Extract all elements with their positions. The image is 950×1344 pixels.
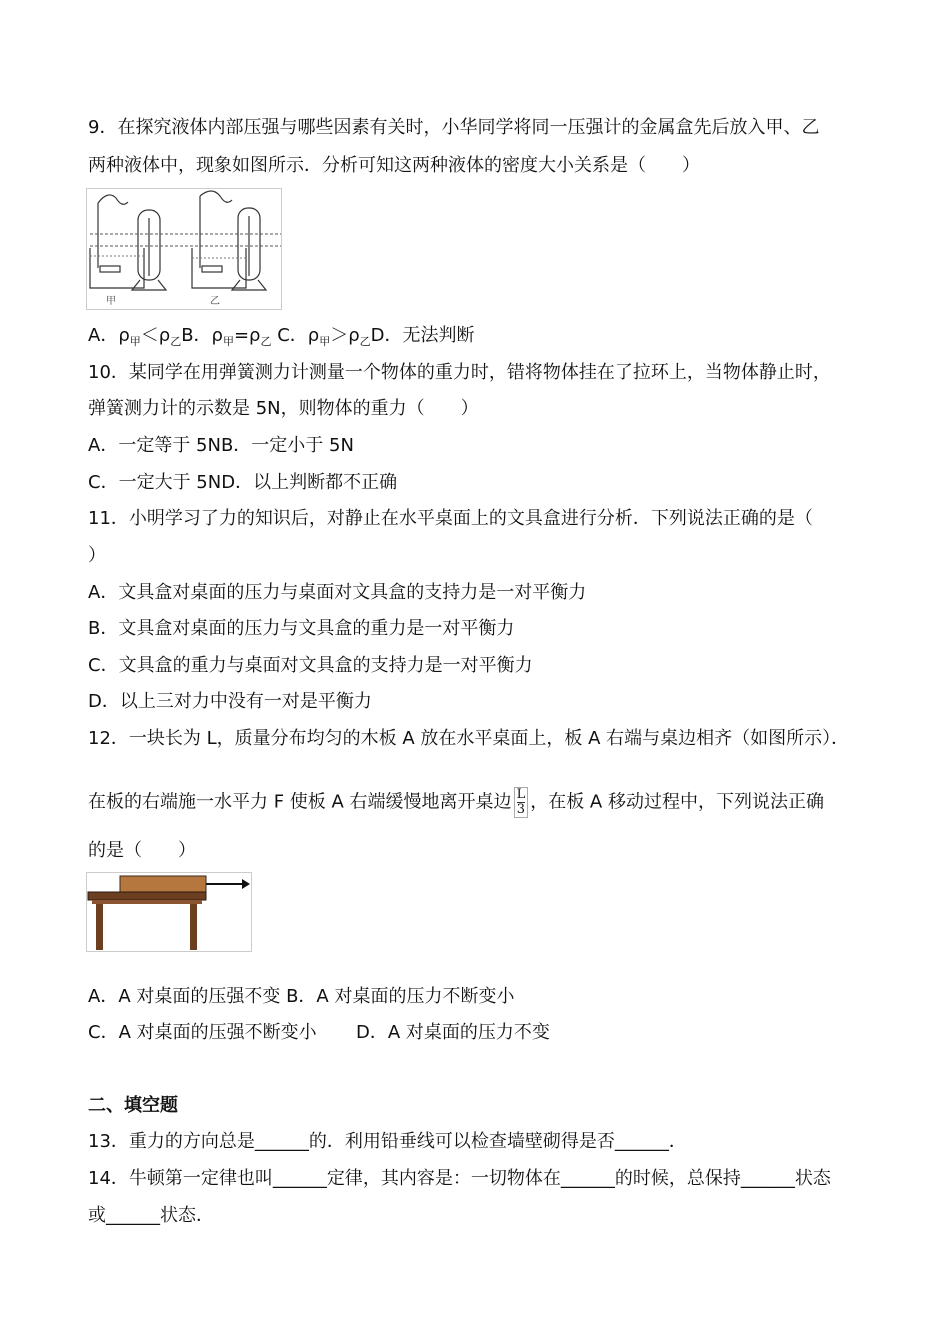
- q9-option-d: D．无法判断: [370, 325, 475, 346]
- table-board-figure: [86, 872, 252, 952]
- q12-stem-line3: 的是（ ）: [88, 840, 196, 861]
- q12-stem-line2: 在板的右端施一水平力 F 使板 A 右端缓慢地离开桌边 $\frac{L}{3}$ ，在板 A 移动过程中，下列说法正确: [88, 787, 824, 817]
- q11-option-a: A．文具盒对桌面的压力与桌面对文具盒的支持力是一对平衡力: [88, 582, 587, 603]
- q12-option-c: C．A 对桌面的压强不断变小: [88, 1022, 317, 1043]
- q9-options: A．$\rho_甲<\rho_乙B$．$\rho_甲=\rho_乙$ C．$\rho_甲>\rho_乙D$．无法判断: [88, 325, 475, 348]
- q11-stem-line1: 11．小明学习了力的知识后，对静止在水平桌面上的文具盒进行分析．下列说法正确的是（: [88, 508, 813, 529]
- q10-stem-line1: 10．某同学在用弹簧测力计测量一个物体的重力时，错将物体挂在了拉环上，当物体静止时，: [88, 362, 831, 383]
- q14-stem-line1: 14．牛顿第一定律也叫______定律，其内容是：一切物体在______的时候，总保持______状态: [88, 1168, 831, 1189]
- q12-option-d: D．A 对桌面的压力不变: [356, 1022, 550, 1043]
- q12-stem-line1: 12．一块长为 L，质量分布均匀的木板 A 放在水平桌面上，板 A 右端与桌边相齐（如图所示）．: [88, 728, 850, 749]
- q9-stem-line2: 两种液体中，现象如图所示．分析可知这两种液体的密度大小关系是（ ）: [88, 155, 700, 176]
- q10-stem-line2: 弹簧测力计的示数是 5N，则物体的重力（ ）: [88, 398, 479, 419]
- q10-options-cd: C．一定大于 5ND．以上判断都不正确: [88, 472, 398, 493]
- q14-stem-line2: 或______状态．: [88, 1205, 214, 1226]
- q9-option-b: B．ρ: [181, 325, 223, 346]
- pressure-gauge-figure: [86, 188, 282, 310]
- q10-options-ab: A．一定等于 5NB．一定小于 5N: [88, 435, 354, 456]
- q13-stem: 13．重力的方向总是______的．利用铅垂线可以检查墙壁砌得是否______．: [88, 1131, 687, 1152]
- section-heading-fill-blank: 二、填空题: [88, 1095, 178, 1116]
- q12-options-ab: A．A 对桌面的压强不变 B．A 对桌面的压力不断变小: [88, 986, 515, 1007]
- fig-label-yi: 乙: [210, 296, 220, 307]
- q11-option-b: B．文具盒对桌面的压力与文具盒的重力是一对平衡力: [88, 618, 515, 639]
- q9-option-c: C．ρ: [271, 325, 320, 346]
- q9-option-a: A．ρ: [88, 325, 130, 346]
- q11-stem-line2: ）: [88, 545, 106, 566]
- fraction-l-over-3: $\frac{L}{3}$: [514, 787, 529, 818]
- fig-label-jia: 甲: [106, 296, 116, 307]
- q11-option-d: D．以上三对力中没有一对是平衡力: [88, 691, 372, 712]
- q11-option-c: C．文具盒的重力与桌面对文具盒的支持力是一对平衡力: [88, 655, 533, 676]
- q9-stem-line1: 9．在探究液体内部压强与哪些因素有关时，小华同学将同一压强计的金属盒先后放入甲、乙: [88, 117, 820, 138]
